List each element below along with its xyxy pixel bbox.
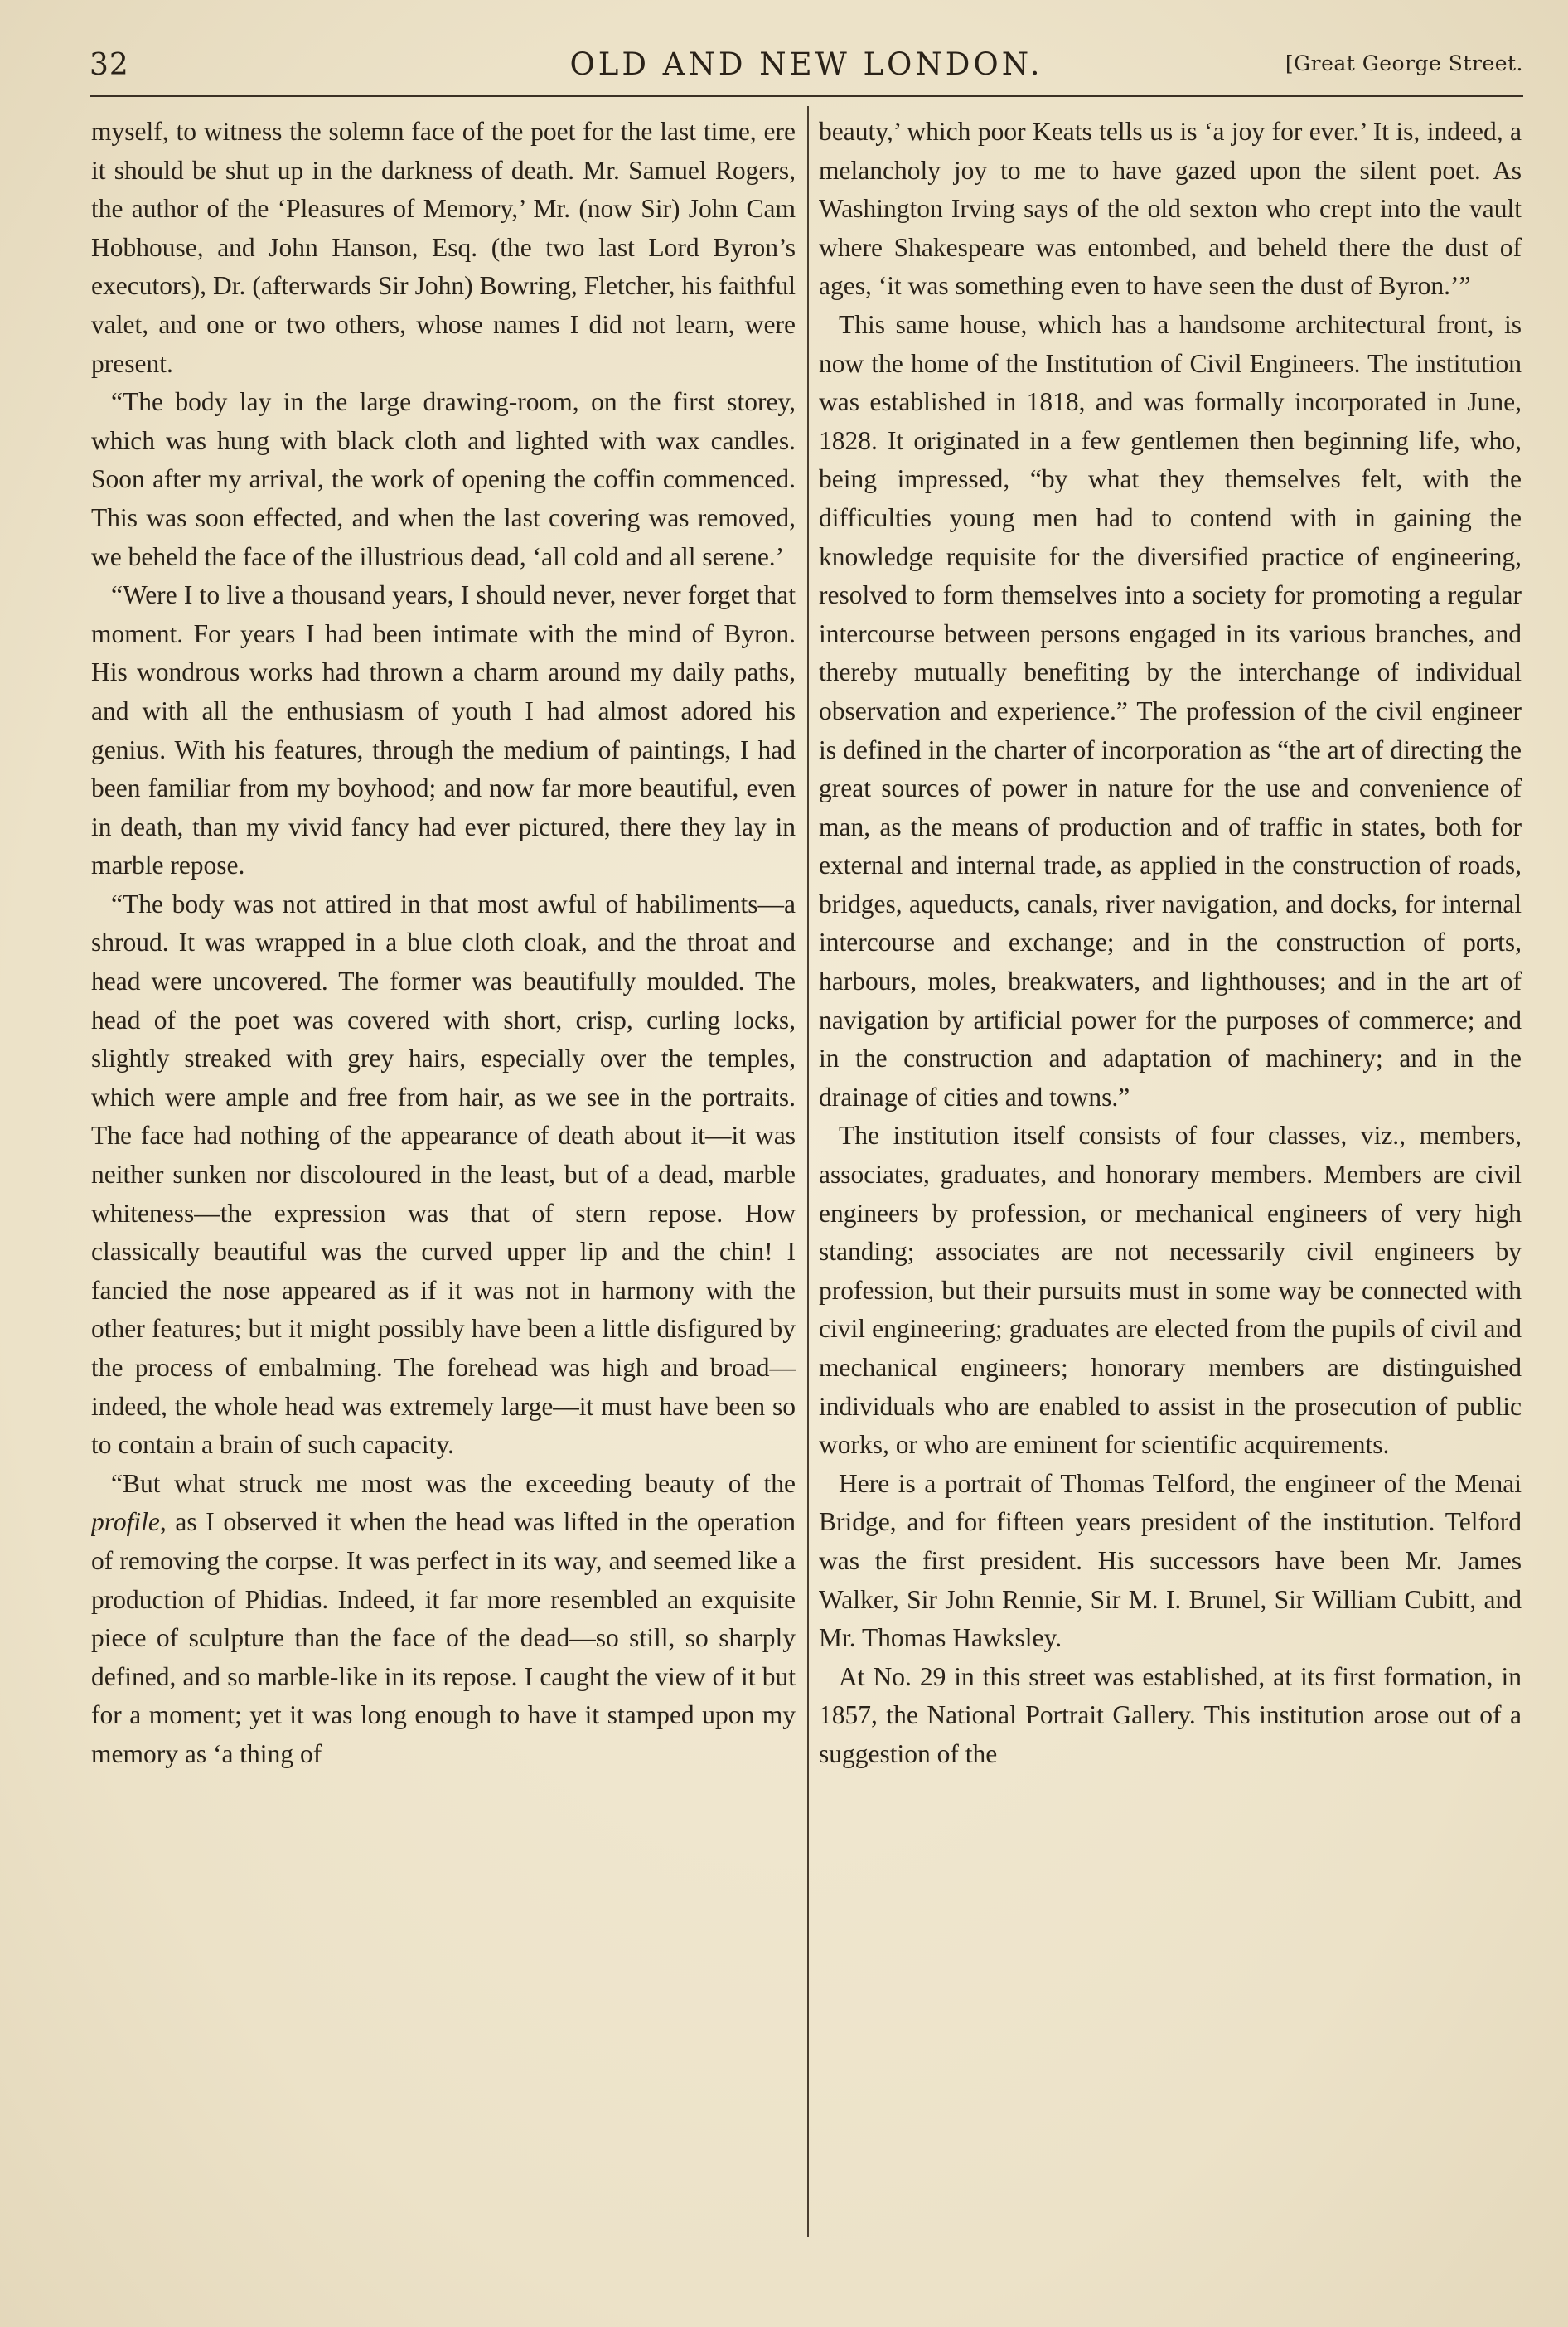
- header-rule: [90, 95, 1523, 97]
- paragraph: [91, 1465, 796, 1774]
- text-run: , as I observed it when the head was lifted in the operation of removing the corpse. It was perfect in its way, and seemed like a production of Phidias. Indeed, it far more resembled an exquisite piece of sculpture than the face of the dead—so still, so sharply defined, and so marble-like in its repose. I caught the view of it but for a moment; yet it was long enough to have it stamped upon my memory as ‘a thing of: [91, 1507, 796, 1768]
- paragraph: The institution itself consists of four classes, viz., members, associates, graduates, and honorary members. Members are civil engineers by profession, or mechanical engineers of very high standing; associates are not necessarily civil engineers by profession, but their pursuits must in some way be connected with civil engineering; graduates are elected from the pupils of civil and mechanical engineers; honorary members are distinguished individuals who are enabled to assist in the prosecution of public works, or who are eminent for scientific acquirements.: [819, 1121, 1522, 1460]
- left-column: [91, 113, 796, 2252]
- paragraph: “The body was not attired in that most awful of habiliments—a shroud. It was wrapped in a blue cloth cloak, and the throat and head were uncovered. The former was beautifully moulded. The head of the poet was covered with short, crisp, curling locks, slightly streaked with grey hairs, especially over the temples, which were ample and free from hair, as we see in the portraits. The face had nothing of the appearance of death about it—it was neither sunken nor discoloured in the least, but of a dead, marble whiteness—the expression was that of stern repose. How classically beautiful was the curved upper lip and the chin! I fancied the nose appeared as if it was not in harmony with the other features; but it might possibly have been a little disfigured by the process of embalming. The forehead was high and broad—indeed, the whole head was extremely large—it must have been so to contain a brain of such capacity.: [91, 889, 796, 1460]
- italic-word: profile: [91, 1507, 160, 1537]
- text-run: “But what struck me most was the exceeding beauty of the: [111, 1468, 796, 1498]
- paragraph: At No. 29 in this street was established, at its first formation, in 1857, the National Portrait Gallery. This institution arose out of a suggestion of the: [819, 1661, 1522, 1768]
- right-column: [819, 113, 1522, 2252]
- paragraph: This same house, which has a handsome architectural front, is now the home of the Institution of Civil Engineers. The institution was established in 1818, and was formally incorporated in June, 1828. It originated in a few gentlemen then beginning life, who, being impressed, “by what they themselves felt, with the difficulties young men had to contend with in gaining the knowledge requisite for the diversified practice of engineering, resolved to form themselves into a society for promoting a regular intercourse between persons engaged in its various branches, and thereby mutually benefiting by the interchange of individual observation and experience.” The profession of the civil engineer is defined in the charter of incorporation as “the art of directing the great sources of power in nature for the use and convenience of man, as the means of production and of traffic in states, both for external and internal trade, as applied in the construction of roads, bridges, aqueducts, canals, river navigation, and docks, for internal intercourse and exchange; and in the construction of ports, harbours, moles, breakwaters, and lighthouses; and in the art of navigation by artificial power for the purposes of commerce; and in the construction and adaptation of machinery; and in the drainage of cities and towns.”: [819, 309, 1522, 1112]
- column-divider: [807, 106, 809, 2237]
- section-reference: [Great George Street.: [1285, 51, 1523, 75]
- running-title: OLD AND NEW LONDON.: [569, 46, 1043, 82]
- paragraph: Here is a portrait of Thomas Telford, the engineer of the Menai Bridge, and for fifteen years president of the institution. Telford was the first president. His successors have been Mr. James Walker, Sir John Rennie, Sir M. I. Brunel, Sir William Cubitt, and Mr. Thomas Hawksley.: [819, 1468, 1522, 1653]
- paragraph: myself, to witness the solemn face of the poet for the last time, ere it should be shut up in the darkness of death. Mr. Samuel Rogers, the author of the ‘Pleasures of Memory,’ Mr. (now Sir) John Cam Hobhouse, and John Hanson, Esq. (the two last Lord Byron’s executors), Dr. (afterwards Sir John) Bowring, Fletcher, his faithful valet, and one or two others, whose names I did not learn, were present.: [91, 117, 796, 378]
- paragraph: “The body lay in the large drawing-room, on the first storey, which was hung with black cloth and lighted with wax candles. Soon after my arrival, the work of opening the coffin commenced. This was soon effected, and when the last covering was removed, we beheld the face of the illustrious dead, ‘all cold and all serene.’: [91, 387, 796, 571]
- paragraph: “Were I to live a thousand years, I should never, never forget that moment. For years I had been intimate with the mind of Byron. His wondrous works had thrown a charm around my daily paths, and with all the enthusiasm of youth I had almost adored his genius. With his features, through the medium of paintings, I had been familiar from my boyhood; and now far more beautiful, even in death, than my vivid fancy had ever pictured, there they lay in marble repose.: [91, 580, 796, 880]
- paragraph: beauty,’ which poor Keats tells us is ‘a joy for ever.’ It is, indeed, a melancholy joy to me to have gazed upon the silent poet. As Washington Irving says of the old sexton who crept into the vault where Shakespeare was entombed, and beheld there the dust of ages, ‘it was something even to have seen the dust of Byron.’”: [819, 117, 1522, 301]
- page-header: [90, 45, 1523, 91]
- page-number: 32: [90, 48, 129, 82]
